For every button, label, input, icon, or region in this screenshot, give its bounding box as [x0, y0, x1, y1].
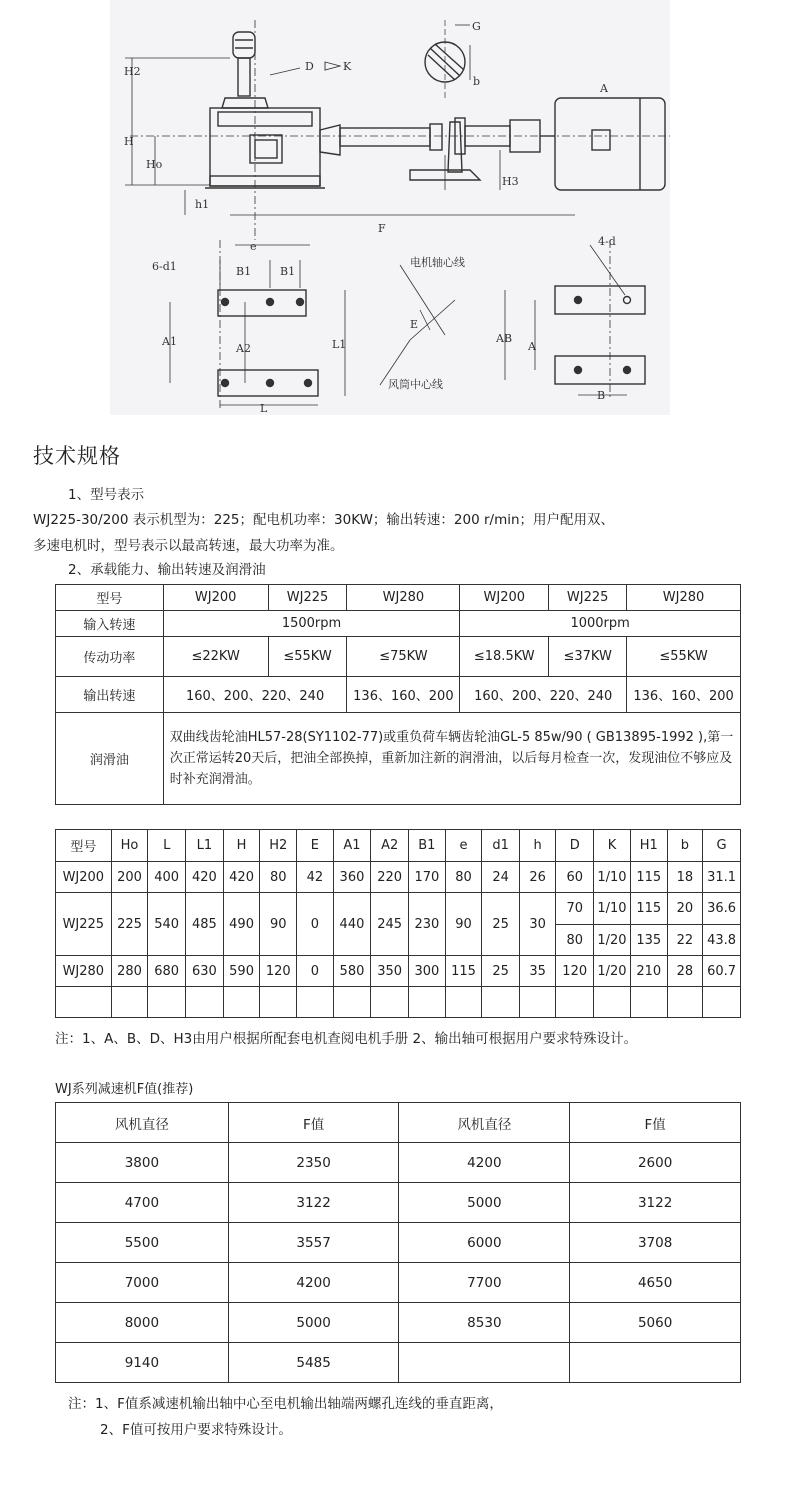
cell: 42 [297, 862, 334, 893]
cell [630, 987, 667, 1018]
cell: 2350 [228, 1143, 399, 1183]
reducer-drawing-svg [110, 0, 670, 415]
cell: 360 [333, 862, 371, 893]
cell: 36.6 [703, 893, 741, 925]
cell [186, 987, 224, 1018]
cell [399, 1343, 570, 1383]
label-ho: Ho [146, 158, 163, 171]
cell [333, 987, 371, 1018]
cell: 136、160、200 [627, 677, 741, 713]
cell: 7700 [399, 1263, 570, 1303]
cell: 1/10 [594, 893, 631, 925]
cell: 90 [260, 893, 297, 956]
label-e: e [250, 240, 257, 253]
cell: 210 [630, 956, 667, 987]
cell: 60.7 [703, 956, 741, 987]
cell: 1/20 [594, 956, 631, 987]
cell: 28 [667, 956, 703, 987]
header-cell: h [519, 830, 556, 862]
cell: 输出转速 [56, 677, 164, 713]
cell: 90 [445, 893, 482, 956]
capacity-row-input [56, 611, 741, 637]
header-cell: D [556, 830, 594, 862]
cell: 传动功率 [56, 637, 164, 677]
cell: 120 [556, 956, 594, 987]
cell: 5500 [56, 1223, 229, 1263]
f-note-2: 2、F值可按用户要求特殊设计。 [100, 1422, 292, 1438]
cell: 485 [186, 893, 224, 956]
cell [556, 987, 594, 1018]
cell: 7000 [56, 1263, 229, 1303]
cell: 5000 [228, 1303, 399, 1343]
cell [703, 987, 741, 1018]
cell: 60 [556, 862, 594, 893]
cell: 220 [371, 862, 409, 893]
header-cell: H2 [260, 830, 297, 862]
cell: 0 [297, 956, 334, 987]
cell: 4200 [399, 1143, 570, 1183]
label-b1-a: B1 [236, 265, 252, 278]
dimension-row-wj200 [56, 862, 741, 893]
cell: ≤75KW [347, 637, 460, 677]
section-title: 技术规格 [33, 444, 121, 468]
cell: 输入转速 [56, 611, 164, 637]
cell [148, 987, 186, 1018]
capacity-row-power [56, 637, 741, 677]
cell [594, 987, 631, 1018]
cell: 420 [186, 862, 224, 893]
header-cell: 风机直径 [56, 1103, 229, 1143]
cell: 2600 [570, 1143, 741, 1183]
dimension-note: 注：1、A、B、D、H3由用户根据所配套电机查阅电机手册 2、输出轴可根据用户要求特殊设计。 [55, 1031, 638, 1047]
label-h3: H3 [502, 175, 519, 188]
cell: 8530 [399, 1303, 570, 1343]
cell: 9140 [56, 1343, 229, 1383]
cell: 4700 [56, 1183, 229, 1223]
cell: 6000 [399, 1223, 570, 1263]
cell: 115 [445, 956, 482, 987]
cell: 280 [111, 956, 148, 987]
cell: 225 [111, 893, 148, 956]
label-h: H [124, 135, 134, 148]
cell: 26 [519, 862, 556, 893]
label-fan-axis: 风筒中心线 [388, 378, 443, 391]
cell [56, 987, 112, 1018]
capacity-row-model [56, 585, 741, 611]
cell: 80 [556, 925, 594, 956]
oil-description: 双曲线齿轮油HL57-28(SY1102-77)或重负荷车辆齿轮油GL-5 85w/90 ( GB13895-1992 ),第一次正常运转20天后，把油全部换掉，重新加注新的润滑油，以后每月检查一次，发现油位不够应及时补充润滑油。 [163, 713, 740, 805]
label-l: L [260, 402, 268, 415]
capacity-row-output [56, 677, 741, 713]
cell: 3122 [570, 1183, 741, 1223]
cell: 630 [186, 956, 224, 987]
cell: 200 [111, 862, 148, 893]
header-cell: H1 [630, 830, 667, 862]
cell: 400 [148, 862, 186, 893]
cell [409, 987, 446, 1018]
cell: 440 [333, 893, 371, 956]
header-cell: G [703, 830, 741, 862]
label-h1: h1 [195, 198, 210, 211]
cell: 1/20 [594, 925, 631, 956]
cell: 20 [667, 893, 703, 925]
cell: 160、200、220、240 [163, 677, 347, 713]
cell: WJ280 [56, 956, 112, 987]
dimension-header-row [56, 830, 741, 862]
f-row [56, 1183, 741, 1223]
cell: 490 [223, 893, 260, 956]
cell: 43.8 [703, 925, 741, 956]
label-k: K [343, 60, 352, 73]
header-cell: L1 [186, 830, 224, 862]
header-cell: d1 [482, 830, 519, 862]
cell: 4650 [570, 1263, 741, 1303]
cell: 25 [482, 956, 519, 987]
header-cell: F值 [570, 1103, 741, 1143]
dimension-row-empty [56, 987, 741, 1018]
cell [667, 987, 703, 1018]
label-b-big: B [597, 389, 606, 402]
cell: 135 [630, 925, 667, 956]
cell: WJ225 [549, 585, 627, 611]
cell: 136、160、200 [347, 677, 460, 713]
cell: 型号 [56, 585, 164, 611]
f-row [56, 1303, 741, 1343]
cell: ≤22KW [163, 637, 268, 677]
cell: 22 [667, 925, 703, 956]
label-h2: H2 [124, 65, 141, 78]
header-cell: K [594, 830, 631, 862]
cell: 31.1 [703, 862, 741, 893]
cell: 80 [445, 862, 482, 893]
cell [445, 987, 482, 1018]
cell: 18 [667, 862, 703, 893]
cell: 160、200、220、240 [460, 677, 627, 713]
header-cell: H [223, 830, 260, 862]
cell: 1/10 [594, 862, 631, 893]
label-ab: AB [496, 332, 513, 345]
dimension-row-wj225-a [56, 893, 741, 925]
dimension-row-wj280 [56, 956, 741, 987]
header-cell: F值 [228, 1103, 399, 1143]
cell: 120 [260, 956, 297, 987]
header-cell: A2 [371, 830, 409, 862]
label-6-d1: 6-d1 [152, 260, 177, 273]
header-cell: E [297, 830, 334, 862]
cell: WJ200 [163, 585, 268, 611]
label-l1: L1 [332, 338, 347, 351]
header-cell: 风机直径 [399, 1103, 570, 1143]
label-f: F [378, 222, 386, 235]
cell: 3800 [56, 1143, 229, 1183]
f-header-row [56, 1103, 741, 1143]
cell: 3557 [228, 1223, 399, 1263]
model-desc-line-2: 多速电机时，型号表示以最高转速，最大功率为准。 [33, 538, 344, 554]
cell: 350 [371, 956, 409, 987]
cell: 230 [409, 893, 446, 956]
f-row [56, 1143, 741, 1183]
cell: WJ200 [56, 862, 112, 893]
header-cell: B1 [409, 830, 446, 862]
reducer-drawing [110, 0, 670, 415]
cell: 5000 [399, 1183, 570, 1223]
label-motor-axis: 电机轴心线 [410, 256, 465, 269]
cell: 80 [260, 862, 297, 893]
cell [223, 987, 260, 1018]
cell: 115 [630, 893, 667, 925]
cell: 25 [482, 893, 519, 956]
cell [297, 987, 334, 1018]
cell: WJ225 [56, 893, 112, 956]
f-note-1: 注：1、F值系减速机输出轴中心至电机输出轴端两螺孔连线的垂直距离， [68, 1396, 503, 1412]
f-row [56, 1343, 741, 1383]
header-cell: e [445, 830, 482, 862]
capacity-row-oil [56, 713, 741, 805]
cell: 5485 [228, 1343, 399, 1383]
cell [570, 1343, 741, 1383]
cell: 245 [371, 893, 409, 956]
cell: 35 [519, 956, 556, 987]
cell: 420 [223, 862, 260, 893]
cell: 8000 [56, 1303, 229, 1343]
cell: ≤37KW [549, 637, 627, 677]
cell: 3122 [228, 1183, 399, 1223]
model-desc-line-1: WJ225-30/200 表示机型为：225；配电机功率：30KW；输出转速：200 r/min；用户配用双、 [33, 512, 615, 528]
cell: ≤55KW [268, 637, 347, 677]
cell: ≤18.5KW [460, 637, 549, 677]
label-a-big: A [528, 340, 536, 353]
cell [111, 987, 148, 1018]
cell: 1500rpm [163, 611, 460, 637]
cell: WJ280 [627, 585, 741, 611]
f-table-caption: WJ系列减速机F值(推荐) [55, 1082, 194, 1097]
header-cell: 型号 [56, 830, 112, 862]
cell: 590 [223, 956, 260, 987]
label-d: D [305, 60, 314, 73]
label-g: G [472, 20, 481, 33]
label-b1-b: B1 [280, 265, 296, 278]
cell: 680 [148, 956, 186, 987]
model-heading: 1、型号表示 [68, 487, 145, 503]
cell [519, 987, 556, 1018]
label-b-small: b [473, 75, 481, 88]
cell [482, 987, 519, 1018]
cell: 170 [409, 862, 446, 893]
cell: 540 [148, 893, 186, 956]
cell: 580 [333, 956, 371, 987]
cell [260, 987, 297, 1018]
cell: 24 [482, 862, 519, 893]
cell: 300 [409, 956, 446, 987]
dimension-table [55, 829, 741, 1018]
cell: WJ225 [268, 585, 347, 611]
cell: 1000rpm [460, 611, 741, 637]
cell: 3708 [570, 1223, 741, 1263]
drawing-background [110, 0, 670, 415]
header-cell: b [667, 830, 703, 862]
cell [371, 987, 409, 1018]
cell: 4200 [228, 1263, 399, 1303]
cell: 115 [630, 862, 667, 893]
label-4-d: 4-d [598, 235, 616, 248]
capacity-heading: 2、承载能力、输出转速及润滑油 [68, 562, 266, 578]
cell: 润滑油 [56, 713, 164, 805]
f-value-table [55, 1102, 741, 1383]
cell: WJ200 [460, 585, 549, 611]
cell: 70 [556, 893, 594, 925]
label-e-big: E [410, 318, 419, 331]
cell: 30 [519, 893, 556, 956]
cell: 5060 [570, 1303, 741, 1343]
f-row [56, 1223, 741, 1263]
label-a-motor: A [600, 82, 608, 95]
cell: 0 [297, 893, 334, 956]
label-a1: A1 [162, 335, 177, 348]
header-cell: L [148, 830, 186, 862]
header-cell: A1 [333, 830, 371, 862]
cell: WJ280 [347, 585, 460, 611]
label-a2: A2 [236, 342, 251, 355]
capacity-table [55, 584, 741, 805]
cell: ≤55KW [627, 637, 741, 677]
header-cell: Ho [111, 830, 148, 862]
f-row [56, 1263, 741, 1303]
